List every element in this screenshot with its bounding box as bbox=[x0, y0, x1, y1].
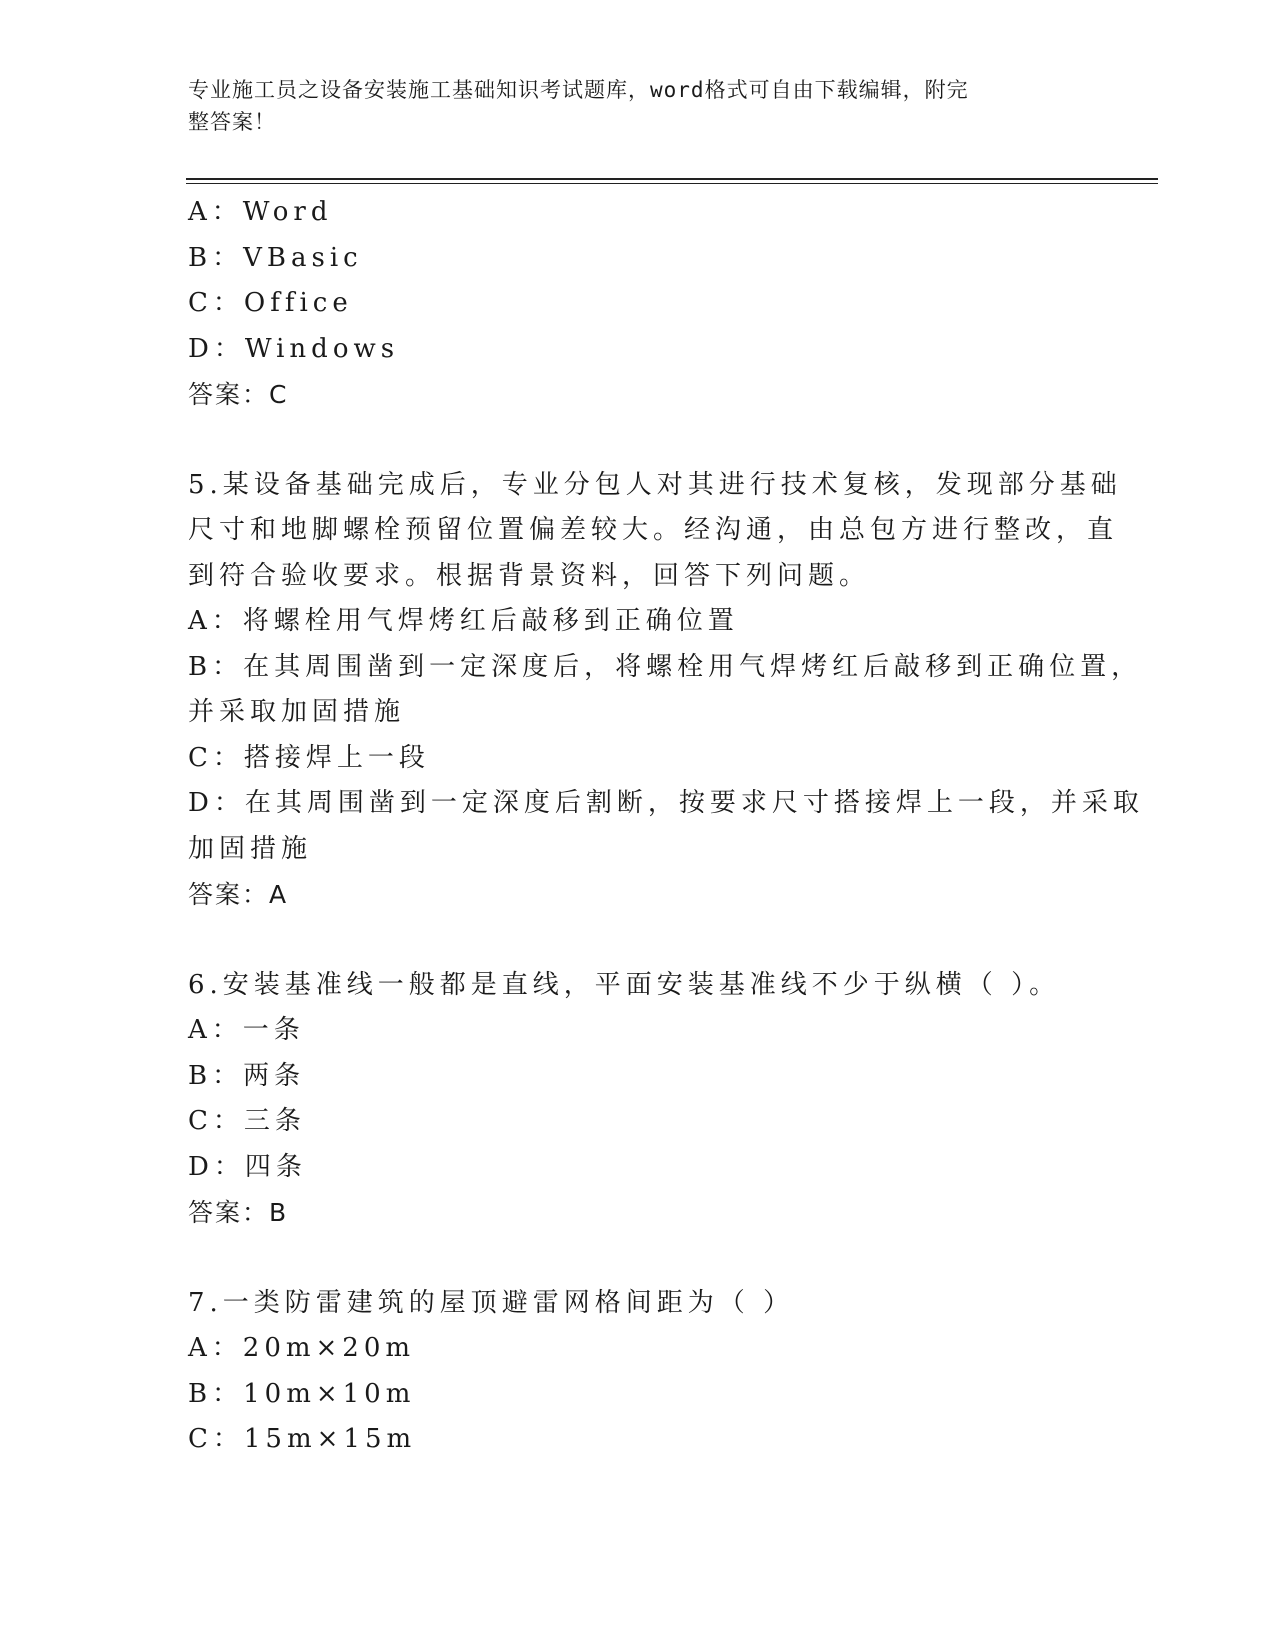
question-4-option-c: C：Office bbox=[188, 288, 353, 318]
header-divider-thick bbox=[186, 178, 1158, 180]
spacer bbox=[188, 1236, 1088, 1281]
spacer bbox=[188, 418, 1088, 463]
question-6-option-a: A：一条 bbox=[188, 1015, 305, 1045]
question-4 bbox=[188, 190, 1088, 418]
question-4-option-b: B：VBasic bbox=[188, 242, 363, 273]
question-7-option-c: C：15m×15m bbox=[188, 1424, 417, 1454]
question-5-stem-line-2: 尺寸和地脚螺栓预留位置偏差较大。经沟通，由总包方进行整改，直 bbox=[188, 515, 1119, 545]
question-list bbox=[188, 190, 1144, 1463]
question-5-stem-line-1: 5.某设备基础完成后，专业分包人对其进行技术复核，发现部分基础 bbox=[188, 469, 1122, 500]
header-divider-thin bbox=[186, 183, 1158, 184]
question-4-option-d: D：Windows bbox=[188, 333, 400, 364]
question-5-stem-line-3: 到符合验收要求。根据背景资料，回答下列问题。 bbox=[188, 560, 871, 591]
header-line-2: 整答案！ bbox=[188, 110, 276, 134]
question-5-option-c: C：搭接焊上一段 bbox=[188, 742, 430, 773]
question-5-option-b: B：在其周围凿到一定深度后，将螺栓用气焊烤红后敲移到正确位置， bbox=[188, 651, 1143, 682]
question-5-option-a: A：将螺栓用气焊烤红后敲移到正确位置 bbox=[188, 606, 739, 636]
question-6-option-b: B：两条 bbox=[188, 1060, 306, 1091]
question-5-option-b-cont: 并采取加固措施 bbox=[188, 697, 406, 727]
question-6-option-c: C：三条 bbox=[188, 1106, 306, 1136]
question-4-answer: 答案：C bbox=[188, 380, 289, 409]
question-7-option-a: A：20m×20m bbox=[188, 1333, 416, 1363]
question-6-answer: 答案：B bbox=[188, 1198, 289, 1227]
question-6-stem: 6.安装基准线一般都是直线，平面安装基准线不少于纵横（ ）。 bbox=[188, 969, 1061, 1000]
question-5-option-d: D：在其周围凿到一定深度后割断，按要求尺寸搭接焊上一段，并采取 bbox=[188, 788, 1144, 818]
question-5 bbox=[188, 463, 1144, 918]
question-6-option-d: D：四条 bbox=[188, 1151, 307, 1182]
spacer bbox=[188, 918, 1088, 963]
question-6 bbox=[188, 963, 1088, 1236]
header-line-1: 专业施工员之设备安装施工基础知识考试题库，word格式可自由下载编辑，附完 bbox=[188, 78, 969, 102]
question-7-stem: 7.一类防雷建筑的屋顶避雷网格间距为（ ） bbox=[188, 1287, 795, 1318]
question-4-option-a: A：Word bbox=[188, 197, 333, 227]
question-7-option-b: B：10m×10m bbox=[188, 1378, 416, 1409]
question-5-answer: 答案：A bbox=[188, 880, 289, 909]
document-header bbox=[188, 74, 1068, 138]
question-5-option-d-cont: 加固措施 bbox=[188, 833, 313, 864]
question-7 bbox=[188, 1281, 1088, 1463]
